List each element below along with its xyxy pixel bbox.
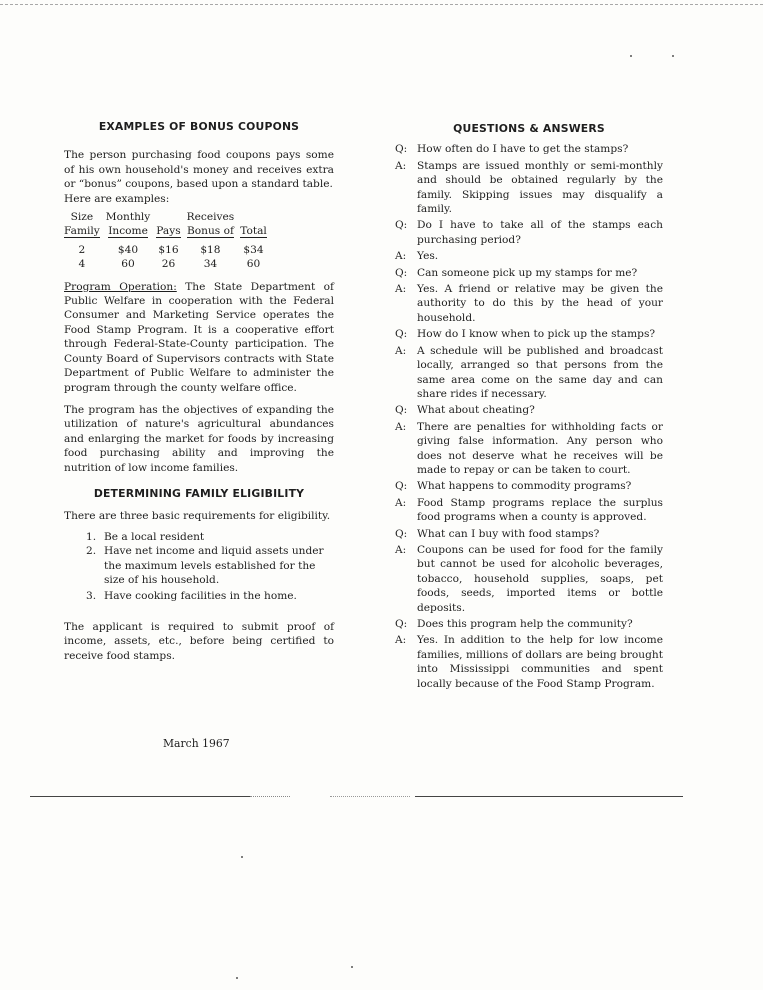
qa-key: A: xyxy=(395,250,407,263)
table-cell: 2 xyxy=(78,243,86,256)
eligibility-heading: DETERMINING FAMILY ELIGIBILITY xyxy=(93,486,305,500)
qa-key: Q: xyxy=(395,527,408,540)
qa-key: A: xyxy=(395,496,407,509)
qa-item xyxy=(395,142,663,156)
table-header-cell xyxy=(156,210,186,224)
left-column xyxy=(64,120,334,663)
qa-key: A: xyxy=(395,283,407,296)
bottom-rule-left-dotted xyxy=(250,796,290,797)
qa-item xyxy=(395,617,663,631)
table-header-cell xyxy=(240,210,273,224)
requirements-list xyxy=(64,530,334,604)
qa-text: Stamps are issued monthly or semi-monthly and should be obtained regularly by the family. Skipping issues may disqualify a family. xyxy=(417,159,663,216)
qa-item xyxy=(395,403,663,417)
bottom-rule-middle xyxy=(330,796,410,797)
program-operation-paragraph xyxy=(64,280,334,395)
applicant-paragraph: The applicant is required to submit proof of income, assets, etc., before being certified to receive food stamps. xyxy=(64,620,334,662)
bottom-rule-right xyxy=(415,796,683,797)
qa-key: Q: xyxy=(395,219,408,232)
qa-text: Coupons can be used for food for the family but cannot be used for alcoholic beverages, tobacco, household supplies, soaps, pet foods, seeds, imported items or bottle deposits. xyxy=(417,543,663,614)
qa-item xyxy=(395,420,663,478)
table-header-cell: Family xyxy=(64,225,100,238)
qa-item xyxy=(395,633,663,691)
scan-top-edge-line xyxy=(0,4,763,5)
qa-item xyxy=(395,159,663,217)
qa-key: A: xyxy=(395,344,407,357)
table-cell: $18 xyxy=(200,243,221,256)
qa-text: Do I have to take all of the stamps each purchasing period? xyxy=(417,219,663,246)
bonus-intro-paragraph: The person purchasing food coupons pays some of his own household's money and receives extra or “bonus” coupons, based upon a standard table. xyxy=(64,149,334,191)
table-row xyxy=(64,243,273,257)
qa-text: What can I buy with food stamps? xyxy=(417,527,600,540)
qa-item xyxy=(395,496,663,525)
qa-text: Yes. xyxy=(417,250,439,263)
table-cell: $34 xyxy=(243,243,264,256)
list-text: Have cooking facilities in the home. xyxy=(104,590,297,603)
qa-item xyxy=(395,479,663,493)
qa-key: A: xyxy=(395,634,407,647)
qa-text: What about cheating? xyxy=(417,404,535,417)
table-row xyxy=(64,257,273,271)
qa-item xyxy=(395,327,663,341)
table-cell: 60 xyxy=(246,258,261,271)
list-number: 1. xyxy=(86,530,97,543)
qa-list xyxy=(395,142,663,691)
qa-key: Q: xyxy=(395,480,408,493)
qa-text: What happens to commodity programs? xyxy=(417,480,632,493)
qa-text: Yes. A friend or relative may be given the authority to do this by the head of your household. xyxy=(417,283,663,324)
list-number: 3. xyxy=(86,590,97,603)
qa-text: How do I know when to pick up the stamps? xyxy=(417,328,656,341)
qa-key: Q: xyxy=(395,266,408,279)
bonus-examples-table xyxy=(64,210,273,272)
objectives-paragraph: The program has the objectives of expanding the utilization of nature's agricultural abundances and enlarging the market for foods by increasing food purchasing ability and improving the nutrition of low income families. xyxy=(64,403,334,474)
list-number: 2. xyxy=(86,545,97,558)
qa-heading: QUESTIONS & ANSWERS xyxy=(453,122,605,135)
qa-item xyxy=(395,282,663,325)
qa-key: Q: xyxy=(395,404,408,417)
table-header-cell: Receives xyxy=(186,211,235,224)
table-cell: 26 xyxy=(161,258,176,271)
bottom-rule-left xyxy=(30,796,250,797)
table-header-row-bottom xyxy=(64,224,273,238)
list-item xyxy=(64,589,334,603)
publication-date: March 1967 xyxy=(163,737,230,750)
scan-speck xyxy=(630,55,632,57)
table-header-cell: Bonus of xyxy=(186,225,234,238)
qa-text: A schedule will be published and broadcast locally, arranged so that persons from the same area come on the same day and can share rides if necessary. xyxy=(417,344,663,400)
bonus-coupons-heading: EXAMPLES OF BONUS COUPONS xyxy=(98,120,300,133)
table-header-cell: Total xyxy=(240,225,267,238)
table-cell: $40 xyxy=(117,243,139,256)
table-header-cell: Income xyxy=(108,225,148,238)
scan-speck xyxy=(236,977,238,979)
qa-key: Q: xyxy=(395,328,408,341)
list-text: Be a local resident xyxy=(104,530,205,543)
table-cell: 60 xyxy=(121,258,135,271)
qa-item xyxy=(395,543,663,615)
right-column xyxy=(395,122,663,693)
qa-key: Q: xyxy=(395,143,408,156)
list-text: Have net income and liquid assets under the maximum levels established for the size of his household. xyxy=(104,545,324,586)
program-operation-text: The State Department of Public Welfare in cooperation with the Federal Consumer and Marketing Service operates the Food Stamp Program. It is a cooperative effort through Federal-State-County participation. The County Board of Supervisors contracts with State Department of Public Welfare to administer the program through the county welfare office. xyxy=(64,280,334,394)
qa-key: Q: xyxy=(395,618,408,630)
table-cell: 4 xyxy=(78,258,86,271)
qa-text: How often do I have to get the stamps? xyxy=(417,143,629,156)
table-header-cell: Size xyxy=(70,211,94,224)
qa-key: A: xyxy=(395,159,407,172)
scan-speck xyxy=(672,55,674,57)
qa-item xyxy=(395,344,663,402)
qa-text: Yes. In addition to the help for low income families, millions of dollars are being brought into Mississippi communities and spent locally because of the Food Stamp Program. xyxy=(417,634,663,690)
table-header-cell: Pays xyxy=(156,225,181,238)
table-cell: 34 xyxy=(203,258,218,271)
qa-text: Food Stamp programs replace the surplus food programs when a county is approved. xyxy=(417,496,663,524)
table-cell: $16 xyxy=(158,243,179,256)
qa-item xyxy=(395,527,663,541)
qa-text: Does this program help the community? xyxy=(417,618,633,630)
qa-item xyxy=(395,218,663,247)
qa-item xyxy=(395,266,663,280)
program-operation-label: Program Operation: xyxy=(64,280,177,293)
list-item xyxy=(64,544,334,587)
qa-text: There are penalties for withholding facts or giving false information. Any person who does not deserve what he receives will be made to repay or can be taken to court. xyxy=(417,420,663,476)
qa-key: A: xyxy=(395,420,407,433)
scan-speck xyxy=(241,856,243,858)
qa-text: Can someone pick up my stamps for me? xyxy=(417,266,638,279)
list-item xyxy=(64,530,334,544)
table-header-row-top xyxy=(64,210,273,224)
qa-key: A: xyxy=(395,543,407,556)
eligibility-intro: There are three basic requirements for eligibility. xyxy=(64,510,331,523)
table-header-cell: Monthly xyxy=(105,211,151,224)
examples-label: Here are examples: xyxy=(64,192,170,205)
qa-item xyxy=(395,249,663,263)
scan-speck xyxy=(351,966,353,968)
